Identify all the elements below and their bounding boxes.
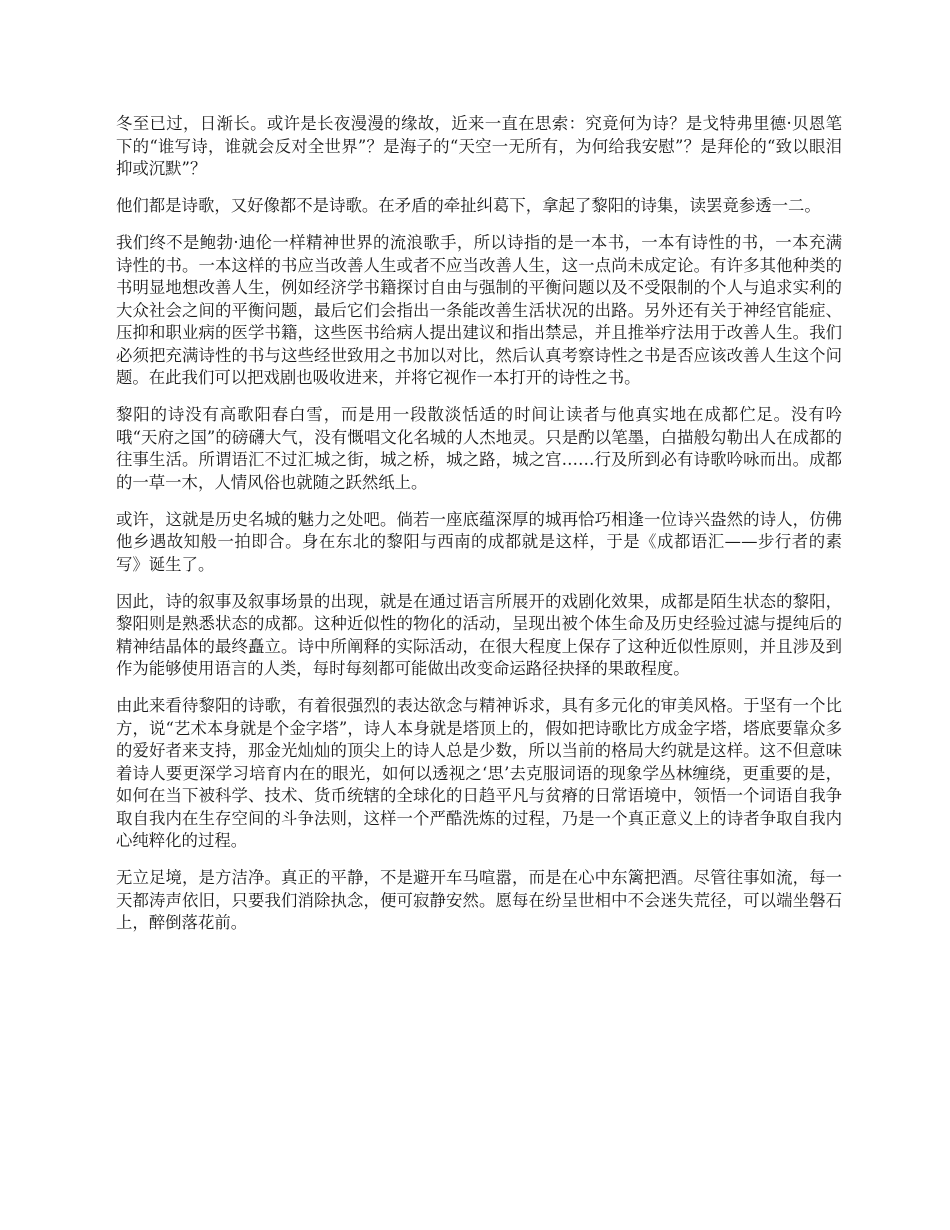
paragraph-3: 我们终不是鲍勃·迪伦一样精神世界的流浪歌手，所以诗指的是一本书，一本有诗性的书，一本充满诗性的书。一本这样的书应当改善人生或者不应当改善人生，这一点尚未成定论。有许多其他种类的书明显地想改善人生，例如经济学书籍探讨自由与强制的平衡问题以及不受限制的个人与追求实利的大众社会之间的平衡问题，最后它们会指出一条能改善生活状况的出路。另外还有关于神经官能症、压抑和职业病的医学书籍，这些医书给病人提出建议和指出禁忌，并且推举疗法用于改善人生。我们必须把充满诗性的书与这些经世致用之书加以对比，然后认真考察诗性之书是否应该改善人生这个问题。在此我们可以把戏剧也吸收进来，并将它视作一本打开的诗性之书。 (116, 233, 842, 387)
paragraph-5: 或许，这就是历史名城的魅力之处吧。倘若一座底蕴深厚的城再恰巧相逢一位诗兴盎然的诗人，仿佛他乡遇故知般一拍即合。身在东北的黎阳与西南的成都就是这样，于是《成都语汇——步行者的素写》诞生了。 (116, 509, 842, 574)
document-body (116, 113, 842, 949)
paragraph-2: 他们都是诗歌，又好像都不是诗歌。在矛盾的牵扯纠葛下，拿起了黎阳的诗集，读罢竟参透一二。 (116, 196, 821, 215)
paragraph-7: 由此来看待黎阳的诗歌，有着很强烈的表达欲念与精神诉求，具有多元化的审美风格。于坚有一个比方，说“艺术本身就是个金字塔”，诗人本身就是塔顶上的，假如把诗歌比方成金字塔，塔底要靠众多的爱好者来支持，那金光灿灿的顶尖上的诗人总是少数，所以当前的格局大约就是这样。这不但意味着诗人要更深学习培育内在的眼光，如何以透视之‘思’去克服词语的现象学丛林缠绕，更重要的是，如何在当下被科学、技术、货币统辖的全球化的日趋平凡与贫瘠的日常语境中，领悟一个词语自我争取自我内在生存空间的斗争法则，这样一个严酷洗炼的过程，乃是一个真正意义上的诗者争取自我内心纯粹化的过程。 (116, 696, 842, 850)
paragraph-1: 冬至已过，日渐长。或许是长夜漫漫的缘故，近来一直在思索：究竟何为诗？是戈特弗里德·贝恩笔下的“谁写诗，谁就会反对全世界”？是海子的“天空一无所有，为何给我安慰”？是拜伦的“致以眼泪抑或沉默”？ (116, 114, 842, 178)
paragraph-4: 黎阳的诗没有高歌阳春白雪，而是用一段散淡恬适的时间让读者与他真实地在成都伫足。没有吟哦“天府之国”的磅礴大气，没有慨唱文化名城的人杰地灵。只是酌以笔墨，白描般勾勒出人在成都的往事生活。所谓语汇不过汇城之街，城之桥，城之路，城之宫……行及所到必有诗歌吟咏而出。成都的一草一木，人情风俗也就随之跃然纸上。 (116, 405, 842, 492)
paragraph-6: 因此，诗的叙事及叙事场景的出现，就是在通过语言所展开的戏剧化效果，成都是陌生状态的黎阳，黎阳则是熟悉状态的成都。这种近似性的物化的活动，呈现出被个体生命及历史经验过滤与提纯后的精神结晶体的最终矗立。诗中所阐释的实际活动，在很大程度上保存了这种近似性原则，并且涉及到作为能够使用语言的人类，每时每刻都可能做出改变命运路径抉择的果敢程度。 (116, 591, 842, 678)
paragraph-8: 无立足境，是方洁净。真正的平静，不是避开车马喧嚣，而是在心中东篱把酒。尽管往事如流，每一天都涛声依旧，只要我们消除执念，便可寂静安然。愿每在纷呈世相中不会迷失荒径，可以端坐磐石上，醉倒落花前。 (116, 868, 842, 932)
